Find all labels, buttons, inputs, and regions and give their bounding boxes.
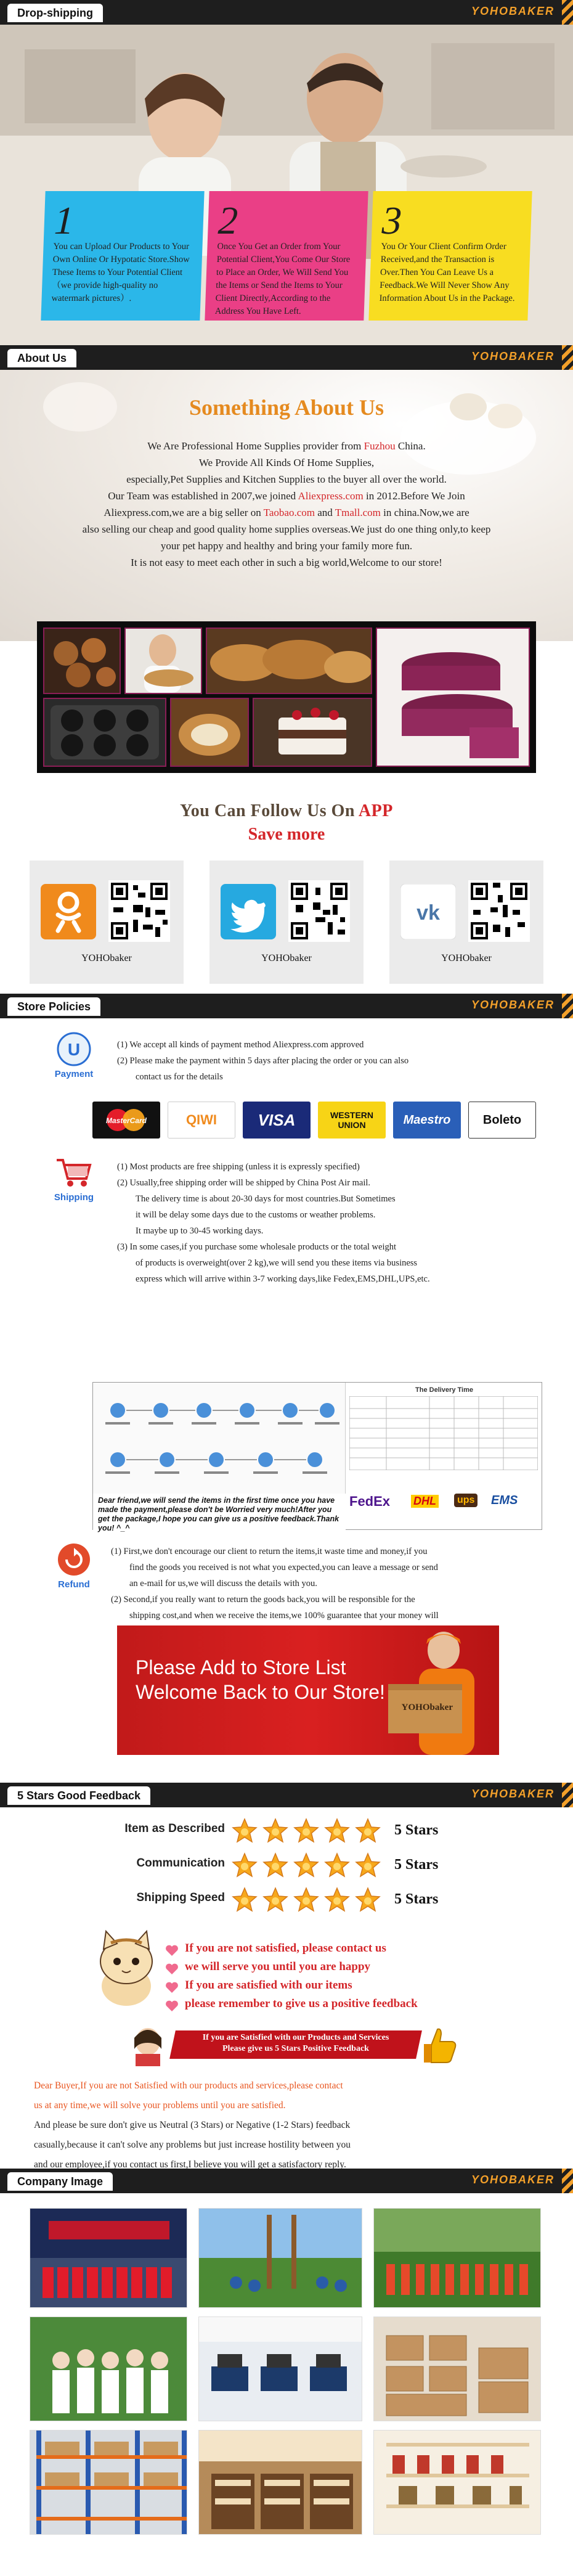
step-number: 3 (381, 198, 403, 242)
brand-logo: YOHOBAKER (471, 5, 555, 17)
feedback-text-red: Dear Buyer,If you are not Satisfied with our products and services,please contact (34, 2080, 343, 2091)
promise-line: If you are satisfied with our items (185, 1979, 352, 1992)
feedback-section (0, 1807, 573, 2169)
refund-icon (57, 1542, 91, 1577)
mastercard-logo (92, 1102, 160, 1139)
promise-line: If you are not satisfied, please contact us (185, 1942, 386, 1955)
shipping-item: of products is overweight(over 2 kg),we will send you these items via business (136, 1258, 418, 1268)
ups-logo: ups (454, 1494, 478, 1507)
star-icon (354, 1852, 381, 1879)
star-icon (262, 1817, 289, 1844)
shipping-list (117, 1159, 548, 1287)
feedback-message (34, 2076, 539, 2169)
carrier-logos (349, 1487, 539, 1524)
star-icon (293, 1886, 320, 1913)
star-rating (231, 1886, 391, 1913)
about-highlight: Fuzhou (364, 440, 396, 452)
decorative-stripe (562, 994, 573, 1018)
about-title: Something About Us (189, 395, 384, 420)
shipping-item: It maybe up to 30-45 working days. (136, 1226, 264, 1236)
rating-row-item-described (0, 1817, 573, 1844)
follow-us-heading (0, 801, 573, 821)
ems-logo: EMS (491, 1494, 518, 1507)
payment-item: (1) We accept all kinds of payment method Aliexpress.com approved (117, 1040, 364, 1050)
payment-label: Payment (54, 1069, 94, 1079)
banner-text-2: Please give us 5 Stars Positive Feedback (222, 2044, 369, 2053)
star-icon (323, 1886, 351, 1913)
step-number: 1 (53, 198, 75, 242)
decorative-stripe (562, 1783, 573, 1807)
about-section (0, 370, 573, 994)
delivery-grid (349, 1396, 538, 1470)
section-title: Drop-shipping (7, 4, 103, 22)
social-card-vk[interactable] (389, 861, 543, 984)
fedex-logo: FedEx (349, 1494, 391, 1509)
banner-line-2: Welcome Back to Our Store! (136, 1681, 385, 1703)
visa-logo: VISA (243, 1102, 311, 1139)
add-to-store-banner[interactable] (117, 1625, 499, 1755)
section-title: Company Image (7, 2172, 113, 2191)
showroom-photo (198, 2430, 362, 2535)
shipping-item: (3) In some cases,if you purchase some wholesale products or the total weight (117, 1242, 396, 1252)
warehouse-boxes-photo (373, 2316, 541, 2421)
shipping-item: The delivery time is about 20-30 days for most countries.But Sometimes (136, 1194, 396, 1204)
section-header-company (0, 2169, 573, 2193)
about-text: Our Team was established in 2007,we joined (108, 490, 298, 502)
about-text: in china.Now,we are (380, 507, 469, 518)
office-photo (198, 2316, 362, 2421)
payment-list (117, 1037, 542, 1085)
girl-thumbs-up-icon (117, 2024, 173, 2066)
step-text: Once You Get an Order from Your Potential Client,You Come Our Store to Place an Order, We Will Send You the Items or Send the Items to Your Client Directly,According to the Address You Have Left. (214, 242, 351, 317)
springform-pans-photo (376, 628, 530, 767)
social-account-name: YOHObaker (81, 953, 132, 963)
rating-row-shipping-speed (0, 1886, 573, 1913)
rating-score: 5 Stars (394, 1822, 439, 1838)
bread-photo (206, 628, 372, 694)
refund-block (52, 1542, 96, 1590)
qr-code-icon (108, 880, 170, 942)
brand-logo: YOHOBAKER (471, 1788, 555, 1800)
star-icon (231, 1886, 258, 1913)
heart-icon (165, 2000, 179, 2012)
store-policies-section (0, 1018, 573, 1783)
mastercard-text: MasterCard (105, 1116, 147, 1125)
step-card-2 (205, 191, 368, 321)
star-icon (262, 1852, 289, 1879)
shipping-item: (2) Usually,free shipping order will be shipped by China Post Air mail. (117, 1178, 371, 1188)
warehouse-racks-photo (30, 2430, 187, 2535)
section-title: About Us (7, 349, 76, 367)
rating-label: Communication (136, 1857, 225, 1870)
refund-item: (1) First,we don't encourage our client to return the items,it waste time and money,if you (111, 1547, 428, 1556)
about-highlight: Taobao.com (263, 507, 315, 518)
maestro-logo: Maestro (393, 1102, 461, 1139)
team-photo (30, 2208, 187, 2308)
delivery-man-photo (370, 1625, 493, 1755)
follow-text: You Can Follow Us On (180, 801, 359, 820)
positive-feedback-banner (117, 2024, 462, 2066)
display-shelves-photo (373, 2430, 541, 2535)
step-text: You can Upload Our Products to Your Own Online Or Hypotatic Store.Show These Items to Your Potential Client（we provide high-quality no watermark pictures）. (51, 242, 190, 304)
refund-item: shipping cost,and when we receive the items,we 100% guarantee that your money will (129, 1611, 439, 1621)
section-header-policies (0, 994, 573, 1018)
about-text: We Provide All Kinds Of Home Supplies, (198, 457, 375, 468)
about-text: Aliexpress.com,we are a big seller on (104, 507, 264, 518)
rating-label: Item as Described (124, 1822, 225, 1835)
step-card-1 (41, 191, 204, 321)
star-icon (231, 1817, 258, 1844)
outdoor-team-photo (198, 2208, 362, 2308)
thumbs-up-icon (419, 2024, 462, 2066)
brand-logo: YOHOBAKER (471, 2173, 555, 2186)
svg-text:U: U (67, 1040, 81, 1059)
payment-item: (2) Please make the payment within 5 days after placing the order or you can also (117, 1056, 409, 1066)
about-text: We Are Professional Home Supplies provider from (147, 440, 364, 452)
rating-label: Shipping Speed (136, 1891, 225, 1904)
boleto-logo: Boleto (468, 1102, 536, 1139)
section-header-dropshipping (0, 0, 573, 25)
dhl-logo: DHL (411, 1495, 439, 1508)
feedback-text: And please be sure don't give us Neutral (3 Stars) or Negative (1-2 Stars) feedback (34, 2120, 351, 2130)
about-text: and (314, 507, 335, 518)
about-text: China. (395, 440, 426, 452)
section-header-feedback (0, 1783, 573, 1807)
decorative-stripe (562, 2169, 573, 2193)
qr-code-icon (468, 880, 530, 942)
social-account-name: YOHObaker (441, 953, 492, 963)
star-icon (231, 1852, 258, 1879)
promise-line: please remember to give us a positive feedback (185, 1997, 418, 2010)
star-icon (354, 1886, 381, 1913)
brand-logo: YOHOBAKER (471, 999, 555, 1011)
star-icon (293, 1852, 320, 1879)
social-card-odnoklassniki[interactable] (30, 861, 184, 984)
about-highlight: Tmall.com (335, 507, 381, 518)
cake-photo (253, 698, 372, 767)
section-title: 5 Stars Good Feedback (7, 1786, 150, 1805)
qr-code-icon (288, 880, 350, 942)
heart-icon (165, 1963, 179, 1975)
payment-block (52, 1032, 96, 1079)
payment-icon (57, 1032, 91, 1066)
refund-label: Refund (58, 1579, 90, 1590)
banner-text-1: If you are Satisfied with our Products and Services (202, 2033, 389, 2042)
qiwi-logo: QIWI (168, 1102, 235, 1139)
shipping-label: Shipping (54, 1192, 94, 1203)
save-more-text: Save more (248, 825, 325, 844)
about-text: It is not easy to meet each other in such a big world,Welcome to our store! (131, 557, 442, 568)
delivery-note: Dear friend,we will send the items in the first time once you have made the payment,please don't be Worried very much!After you get the package,I hope you can give us a positive feedback.Thank you! ^_^ (93, 1494, 346, 1531)
about-text: especially,Pet Supplies and Kitchen Supplies to the buyer all over the world. (126, 473, 447, 485)
dropshipping-steps (43, 191, 530, 321)
step-card-3 (368, 191, 532, 321)
svg-text:vk: vk (417, 901, 440, 925)
rating-score: 5 Stars (394, 1891, 439, 1907)
dropshipping-banner (0, 25, 573, 345)
star-rating (231, 1817, 391, 1844)
step-number: 2 (217, 198, 239, 242)
feedback-text-red: us at any time,we will solve your problems until you are satisfied. (34, 2100, 286, 2111)
pastry-photo (170, 698, 249, 767)
staff-photo (30, 2316, 187, 2421)
rating-row-communication (0, 1852, 573, 1879)
western-union-logo: WESTERN UNION (318, 1102, 386, 1139)
muffin-pan-photo (43, 698, 166, 767)
rating-score: 5 Stars (394, 1857, 439, 1873)
cartoon-cat-icon (92, 1928, 160, 2008)
star-icon (293, 1817, 320, 1844)
company-image-section (0, 2193, 573, 2545)
feedback-text: casually,because it can't solve any problems but just increase hostility between you (34, 2140, 351, 2150)
follow-app-text: APP (358, 801, 393, 820)
shipping-item: express which will arrive within 3-7 working days,like Fedex,EMS,DHL,UPS,etc. (136, 1274, 430, 1284)
shipping-item: it will be delay some days due to the customs or weather problems. (136, 1210, 376, 1220)
box-label: YOHObaker (401, 1703, 453, 1712)
section-title: Store Policies (7, 997, 100, 1016)
field-team-photo (373, 2208, 541, 2308)
decorative-stripe (562, 345, 573, 370)
about-highlight: Aliexpress.com (298, 490, 364, 502)
social-account-name: YOHObaker (261, 953, 312, 963)
about-text: in 2012.Before We Join (363, 490, 465, 502)
star-icon (354, 1817, 381, 1844)
odnoklassniki-icon (41, 884, 96, 939)
heart-icon (165, 1944, 179, 1957)
muffin-photo (43, 628, 121, 694)
shopping-cart-icon (54, 1155, 94, 1190)
banner-line-1: Please Add to Store List (136, 1656, 346, 1678)
about-paragraph (37, 438, 536, 571)
refund-item: find the goods you received is not what you expected,you can leave a message or send (129, 1563, 438, 1572)
refund-item: (2) Second,if you really want to return the goods back,you will be responsible for the (111, 1595, 415, 1605)
delivery-flowchart (93, 1383, 346, 1494)
social-card-twitter[interactable] (209, 861, 364, 984)
shipping-block (49, 1155, 99, 1203)
product-collage (37, 621, 536, 773)
about-text: your pet happy and healthy and bring your family more fun. (160, 540, 413, 552)
step-text: You Or Your Client Confirm Order Received,and the Transaction is Over.Then You Can Leave Us a Feedback.We Will Never Show Any Information About Us in the Package. (379, 242, 515, 304)
payment-logos (92, 1102, 536, 1139)
shipping-item: (1) Most products are free shipping (unless it is expressly specified) (117, 1162, 360, 1172)
promise-line: we will serve you until you are happy (185, 1960, 371, 1973)
payment-item: contact us for the details (136, 1072, 223, 1082)
star-icon (323, 1852, 351, 1879)
delivery-table-title: The Delivery Time (415, 1386, 473, 1394)
star-icon (262, 1886, 289, 1913)
decorative-stripe (562, 0, 573, 25)
star-rating (231, 1852, 391, 1879)
vk-icon (400, 884, 456, 939)
brand-logo: YOHOBAKER (471, 350, 555, 362)
feedback-text: and our employee,if you contact us first,I believe you will get a satisfactory reply. (34, 2159, 346, 2169)
refund-item: an e-mail for us,we will discuss the details with you. (129, 1579, 317, 1589)
chef-photo (124, 628, 202, 694)
heart-icon (165, 1981, 179, 1993)
delivery-time-table (346, 1383, 543, 1531)
delivery-info-panel (92, 1382, 542, 1530)
star-icon (323, 1817, 351, 1844)
section-header-about (0, 345, 573, 370)
about-text: also selling our cheap and good quality home supplies overseas.We just do one thing only,to keep (82, 523, 491, 535)
twitter-icon (221, 884, 276, 939)
